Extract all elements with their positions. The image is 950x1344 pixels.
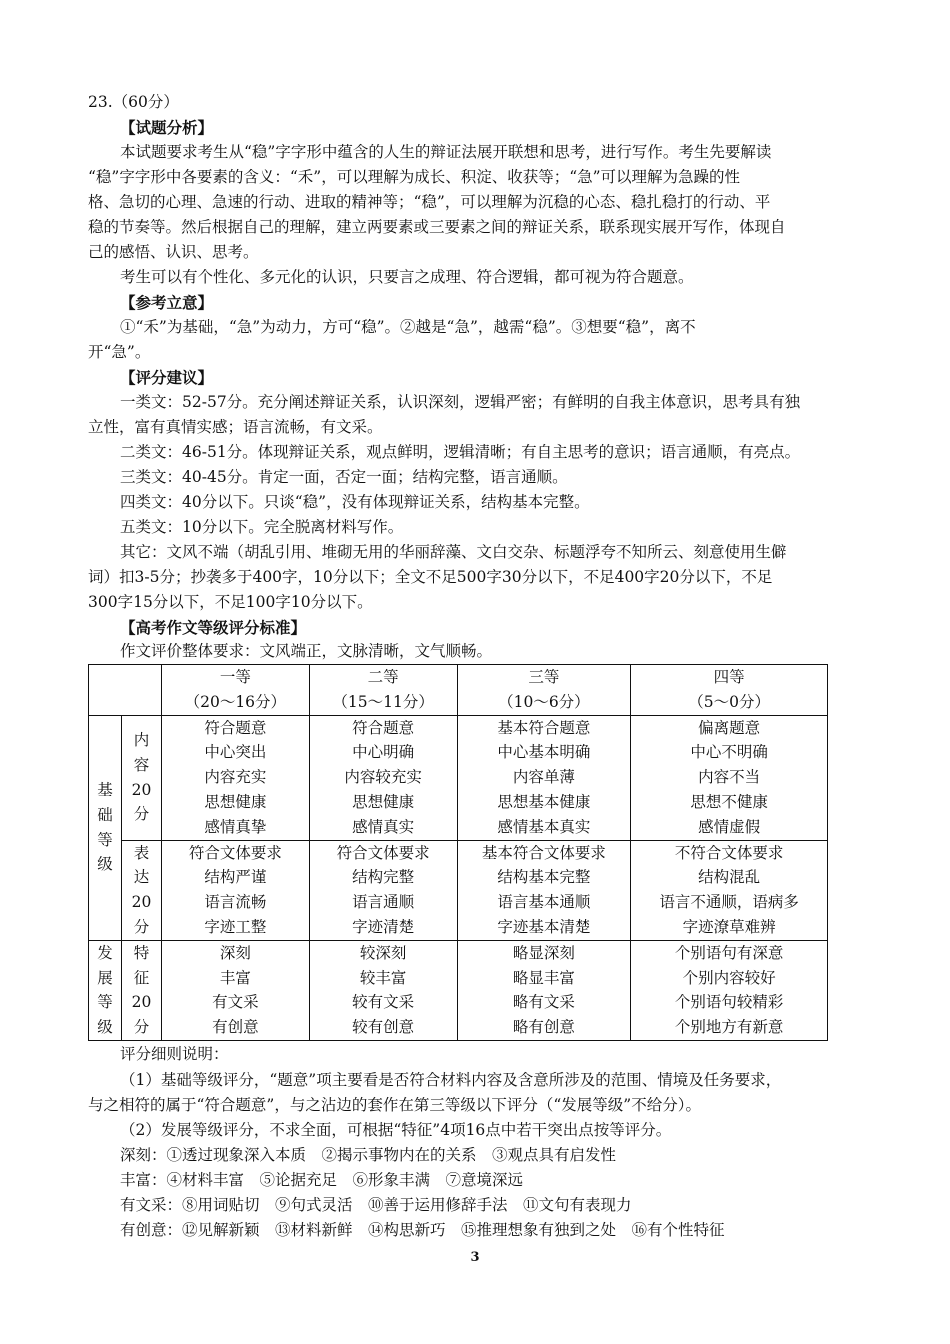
analysis-line: “稳”字字形中各要素的含义：“禾”，可以理解为成长、积淀、收获等；“急”可以理解为急躁的性 <box>88 168 741 186</box>
intent-line: 开“急”。 <box>88 343 151 361</box>
analysis-line: 稳的节奏等。然后根据自己的理解，建立两要素或三要素之间的辩证关系，联系现实展开写作，体现自 <box>88 218 786 236</box>
standard-overall: 作文评价整体要求：文风端正，文脉清晰，文气顺畅。 <box>120 642 493 660</box>
grade-header: 二等 （15～11分） <box>309 665 457 716</box>
criteria-cell: 不符合文体要求 结构混乱 语言不通顺，语病多 字迹潦草难辨 <box>631 840 828 940</box>
development-level-label: 发 展 等 级 <box>89 940 122 1040</box>
scoring-line: 五类文：10分以下。完全脱离材料写作。 <box>120 518 404 536</box>
criteria-cell: 个别语句有深意 个别内容较好 个别语句较精彩 个别地方有新意 <box>631 940 828 1040</box>
scoring-line: 三类文：40-45分。肯定一面，否定一面；结构完整，语言通顺。 <box>120 468 568 486</box>
grade-header: 三等 （10～6分） <box>457 665 631 716</box>
criteria-cell: 较深刻 较丰富 较有文采 较有创意 <box>309 940 457 1040</box>
grade-header: 一等 （20～16分） <box>161 665 309 716</box>
analysis-extra: 考生可以有个性化、多元化的认识，只要言之成理、符合逻辑，都可视为符合题意。 <box>120 268 694 286</box>
details-line: （2）发展等级评分，不求全面，可根据“特征”4项16点中若干突出点按等评分。 <box>120 1121 672 1139</box>
analysis-line: 己的感悟、认识、思考。 <box>88 243 259 261</box>
feature-label: 特 征 20 分 <box>121 940 161 1040</box>
page-number: 3 <box>470 1250 480 1265</box>
criteria-cell: 深刻 丰富 有文采 有创意 <box>161 940 309 1040</box>
analysis-line: 本试题要求考生从“稳”字字形中蕴含的人生的辩证法展开联想和思考，进行写作。考生先要解读 <box>120 143 772 161</box>
details-heading: 评分细则说明： <box>120 1045 229 1063</box>
criteria-cell: 基本符合文体要求 结构基本完整 语言基本通顺 字迹基本清楚 <box>457 840 631 940</box>
criteria-cell: 符合文体要求 结构完整 语言通顺 字迹清楚 <box>309 840 457 940</box>
details-line: （1）基础等级评分，“题意”项主要看是否符合材料内容及含意所涉及的范围、情境及任务要求， <box>120 1071 782 1089</box>
expression-label: 表 达 20 分 <box>121 840 161 940</box>
intent-heading: 【参考立意】 <box>120 293 214 312</box>
scoring-line: 词）扣3-5分；抄袭多于400字，10分以下；全文不足500字30分以下，不足400字20分以下，不足 <box>88 568 773 586</box>
scoring-line: 四类文：40分以下。只谈“稳”，没有体现辩证关系，结构基本完整。 <box>120 493 590 511</box>
basic-level-label: 基 础 等 级 <box>89 715 122 940</box>
content-row <box>89 715 828 840</box>
analysis-line: 格、急切的心理、急速的行动、进取的精神等；“稳”，可以理解为沉稳的心态、稳扎稳打的行动、平 <box>88 193 771 211</box>
expression-row <box>89 840 828 940</box>
scoring-line: 其它：文风不端（胡乱引用、堆砌无用的华丽辞藻、文白交杂、标题浮夸不知所云、刻意使用生僻 <box>120 543 787 561</box>
scoring-line: 二类文：46-51分。体现辩证关系，观点鲜明，逻辑清晰；有自主思考的意识；语言通顺，有亮点。 <box>120 443 801 461</box>
grading-table <box>88 664 828 1041</box>
details-item: 有创意：⑫见解新颖 ⑬材料新鲜 ⑭构思新巧 ⑮推理想象有独到之处 ⑯有个性特征 <box>120 1221 725 1239</box>
criteria-cell: 基本符合题意 中心基本明确 内容单薄 思想基本健康 感情基本真实 <box>457 715 631 840</box>
grade-header: 四等 （5～0分） <box>631 665 828 716</box>
criteria-cell: 符合文体要求 结构严谨 语言流畅 字迹工整 <box>161 840 309 940</box>
details-line: 与之相符的属于“符合题意”，与之沾边的套作在第三等级以下评分（“发展等级”不给分）。 <box>88 1096 701 1114</box>
content-label: 内 容 20 分 <box>121 715 161 840</box>
criteria-cell: 略显深刻 略显丰富 略有文采 略有创意 <box>457 940 631 1040</box>
criteria-cell: 符合题意 中心突出 内容充实 思想健康 感情真挚 <box>161 715 309 840</box>
criteria-cell: 偏离题意 中心不明确 内容不当 思想不健康 感情虚假 <box>631 715 828 840</box>
scoring-heading: 【评分建议】 <box>120 368 214 387</box>
intent-line: ①“禾”为基础，“急”为动力，方可“稳”。②越是“急”，越需“稳”。③想要“稳”，离不 <box>120 318 696 336</box>
corner-cell <box>89 665 162 716</box>
scoring-line: 立性，富有真情实感；语言流畅，有文采。 <box>88 418 383 436</box>
details-item: 深刻：①透过现象深入本质 ②揭示事物内在的关系 ③观点具有启发性 <box>120 1146 617 1164</box>
criteria-cell: 符合题意 中心明确 内容较充实 思想健康 感情真实 <box>309 715 457 840</box>
question-header: 23.（60分） <box>88 93 179 111</box>
details-item: 丰富：④材料丰富 ⑤论据充足 ⑥形象丰满 ⑦意境深远 <box>120 1171 524 1189</box>
grade-header-row <box>89 665 828 716</box>
analysis-heading: 【试题分析】 <box>120 118 214 137</box>
scoring-line: 300字15分以下，不足100字10分以下。 <box>88 593 373 611</box>
scoring-line: 一类文：52-57分。充分阐述辩证关系，认识深刻，逻辑严密；有鲜明的自我主体意识，思考具有独 <box>120 393 801 411</box>
details-item: 有文采：⑧用词贴切 ⑨句式灵活 ⑩善于运用修辞手法 ⑪文句有表现力 <box>120 1196 632 1214</box>
feature-row <box>89 940 828 1040</box>
standard-heading: 【高考作文等级评分标准】 <box>120 618 307 637</box>
